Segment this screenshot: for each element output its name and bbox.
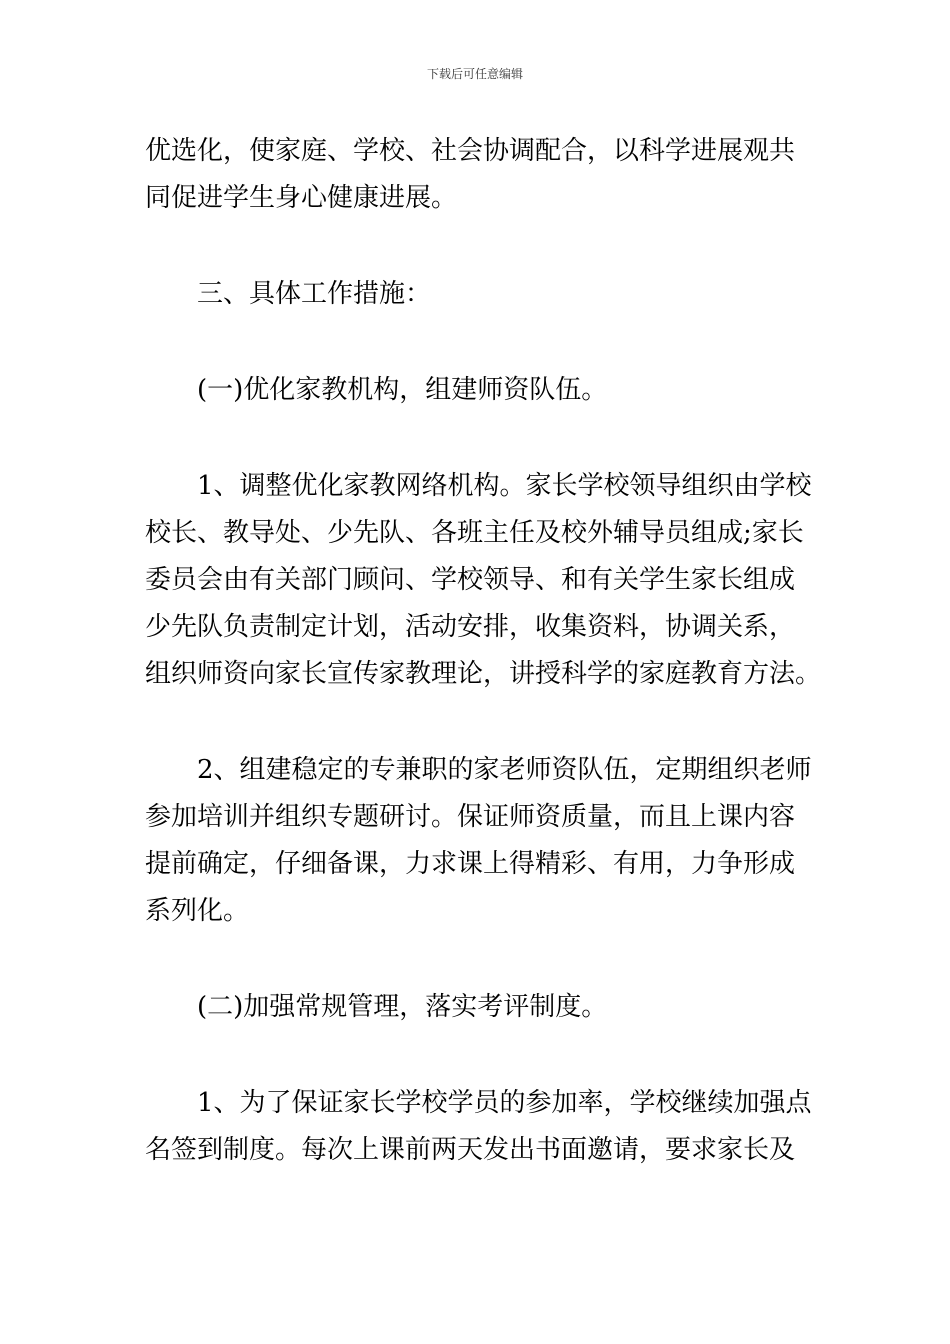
text-line: 三、具体工作措施： [145, 279, 432, 309]
text-line: 名签到制度。每次上课前两天发出书面邀请，要求家长及 [145, 1135, 796, 1165]
paragraph [145, 463, 822, 698]
paragraph-gap [145, 935, 809, 984]
text-line: 1、为了保证家长学校学员的参加率，学校继续加强点 [145, 1088, 812, 1118]
text-line: 系列化。 [145, 896, 250, 926]
text-line: 1、调整优化家教网络机构。家长学校领导组织由学校 [145, 471, 812, 501]
text-line: 校长、教导处、少先队、各班主任及校外辅导员组成;家长 [145, 518, 804, 548]
paragraph-gap [145, 318, 809, 367]
page-header: 下载后可任意编辑 [426, 67, 523, 81]
paragraph-gap [145, 222, 809, 271]
paragraph [145, 128, 809, 222]
paragraph-gap [145, 1031, 809, 1080]
text-line: 少先队负责制定计划，活动安排，收集资料，协调关系， [145, 612, 796, 642]
text-line: 优选化，使家庭、学校、社会协调配合，以科学进展观共 [145, 136, 796, 166]
text-line: 提前确定，仔细备课，力求课上得精彩、有用，力争形成 [145, 849, 796, 879]
paragraph-gap [145, 414, 809, 463]
paragraph-gap [145, 698, 809, 747]
text-line: 委员会由有关部门顾问、学校领导、和有关学生家长组成 [145, 565, 796, 595]
text-line: 2、组建稳定的专兼职的家老师资队伍，定期组织老师 [145, 755, 812, 785]
text-line: 同促进学生身心健康进展。 [145, 183, 458, 213]
text-line: (一)优化家教机构，组建师资队伍。 [145, 375, 608, 405]
paragraph [145, 747, 812, 935]
document-body [145, 128, 822, 1174]
text-line: (二)加强常规管理，落实考评制度。 [145, 992, 608, 1022]
text-line: 组织师资向家长宣传家教理论，讲授科学的家庭教育方法。 [145, 659, 822, 689]
subsection-heading [145, 367, 809, 414]
text-line: 参加培训并组织专题研讨。保证师资质量，而且上课内容 [145, 802, 796, 832]
section-heading [145, 271, 809, 318]
paragraph [145, 1080, 812, 1174]
subsection-heading [145, 984, 809, 1031]
